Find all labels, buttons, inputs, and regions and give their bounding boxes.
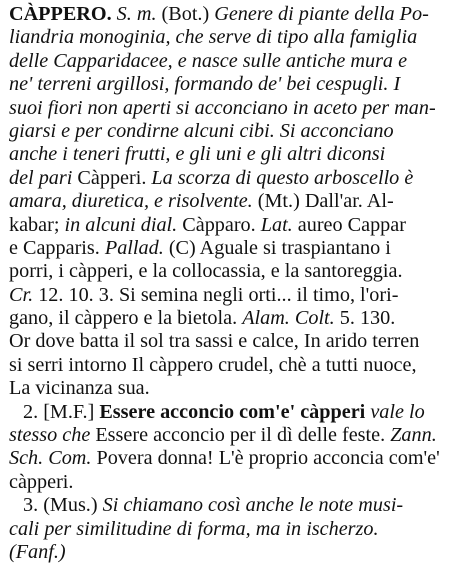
text-segment: anche i teneri frutti, e gli uni e gli altri diconsi <box>9 143 386 166</box>
text-segment: Alam. Colt. <box>242 307 340 330</box>
text-segment: Zann. <box>390 424 437 447</box>
text-segment: càpperi. <box>9 470 74 493</box>
text-segment: kabar; <box>9 213 65 236</box>
text-segment: giarsi e per condirne alcuni cibi. Si acconciano <box>9 119 394 142</box>
text-segment: si serri intorno Il càppero crudel, chè a tutti nuoce, <box>9 353 417 376</box>
entry-line <box>9 260 461 283</box>
text-segment: Or dove batta il sol tra sassi e calce, In arido terren <box>9 330 420 353</box>
text-segment: (Fanf.) <box>9 540 66 563</box>
text-segment: e Capparis. <box>9 236 105 259</box>
text-segment: amara, diuretica, e risolvente. <box>9 190 258 213</box>
entry-line <box>9 73 461 96</box>
text-segment: suoi fiori non aperti si acconciano in aceto per man- <box>9 96 436 119</box>
text-segment: cali per similitudine di forma, ma in ischerzo. <box>9 517 379 540</box>
text-segment: liandria monoginia, che serve di tipo alla famiglia <box>9 26 418 49</box>
text-segment: Essere acconcio per il dì delle feste. <box>95 424 391 447</box>
text-segment: gano, il càppero e la bietola. <box>9 307 243 330</box>
text-segment: Genere di piante della Po- <box>214 3 429 25</box>
text-segment: stesso che <box>9 424 96 447</box>
text-segment: Si chiamano così anche le note musi- <box>102 494 404 517</box>
text-segment: 2. [M.F.] <box>23 400 100 423</box>
text-segment: Pallad. <box>104 236 169 259</box>
entry-line <box>9 97 461 120</box>
entry-line <box>9 143 461 166</box>
text-segment: Lat. <box>260 213 298 236</box>
entry-line <box>9 3 461 26</box>
entry-line <box>9 214 461 237</box>
sense2-line <box>9 424 461 447</box>
text-segment: del pari <box>9 166 78 189</box>
entry-line <box>9 50 461 73</box>
entry-line <box>9 330 461 353</box>
text-segment: Càpperi. <box>77 166 152 189</box>
text-segment: 3. (Mus.) <box>23 494 103 517</box>
text-segment: (Mt.) Dall'ar. Al- <box>257 190 394 213</box>
sense3-line <box>9 541 461 564</box>
text-segment: porri, i càpperi, e la collocassia, e la santoreggia. <box>9 260 403 283</box>
text-segment: CÀPPERO. <box>9 3 112 25</box>
text-segment: 5. 130. <box>339 307 396 330</box>
entry-line <box>9 307 461 330</box>
text-segment: in alcuni dial. <box>64 213 183 236</box>
text-segment: (Bot.) <box>156 3 215 25</box>
text-segment: aureo Cappar <box>297 213 406 236</box>
entry-line <box>9 284 461 307</box>
text-segment: Sch. Com. <box>9 447 97 470</box>
entry-line <box>9 26 461 49</box>
text-segment: Cr. <box>9 283 39 306</box>
text-segment: (C) Aguale si traspiantano i <box>168 236 391 259</box>
entry-capparo <box>9 3 461 401</box>
text-segment: S. m. <box>116 3 157 25</box>
sense2-line <box>9 401 461 424</box>
text-segment: La vicinanza sua. <box>9 377 150 400</box>
sense3-line <box>9 494 461 517</box>
text-segment: 12. 10. 3. Si semina negli orti... il timo, l'ori- <box>38 283 399 306</box>
text-segment: La scorza di questo arboscello è <box>151 166 414 189</box>
sense3-line <box>9 518 461 541</box>
entry-line <box>9 237 461 260</box>
text-segment: ne' terreni argillosi, formando de' bei cespugli. I <box>9 73 401 96</box>
text-segment: Càpparo. <box>182 213 261 236</box>
entry-line <box>9 167 461 190</box>
entry-line <box>9 190 461 213</box>
entry-line <box>9 354 461 377</box>
text-segment: delle Capparidacee, e nasce sulle antiche mura e <box>9 49 408 72</box>
text-segment: Povera donna! L'è proprio acconcia com'e' <box>96 447 440 470</box>
sense-2 <box>9 401 461 495</box>
sense-3 <box>9 494 461 564</box>
entry-line <box>9 120 461 143</box>
text-segment: vale lo <box>370 400 425 423</box>
sense2-line <box>9 447 461 470</box>
entry-line <box>9 377 461 400</box>
text-segment: Essere acconcio com'e' càpperi <box>99 400 371 423</box>
sense2-line <box>9 471 461 494</box>
